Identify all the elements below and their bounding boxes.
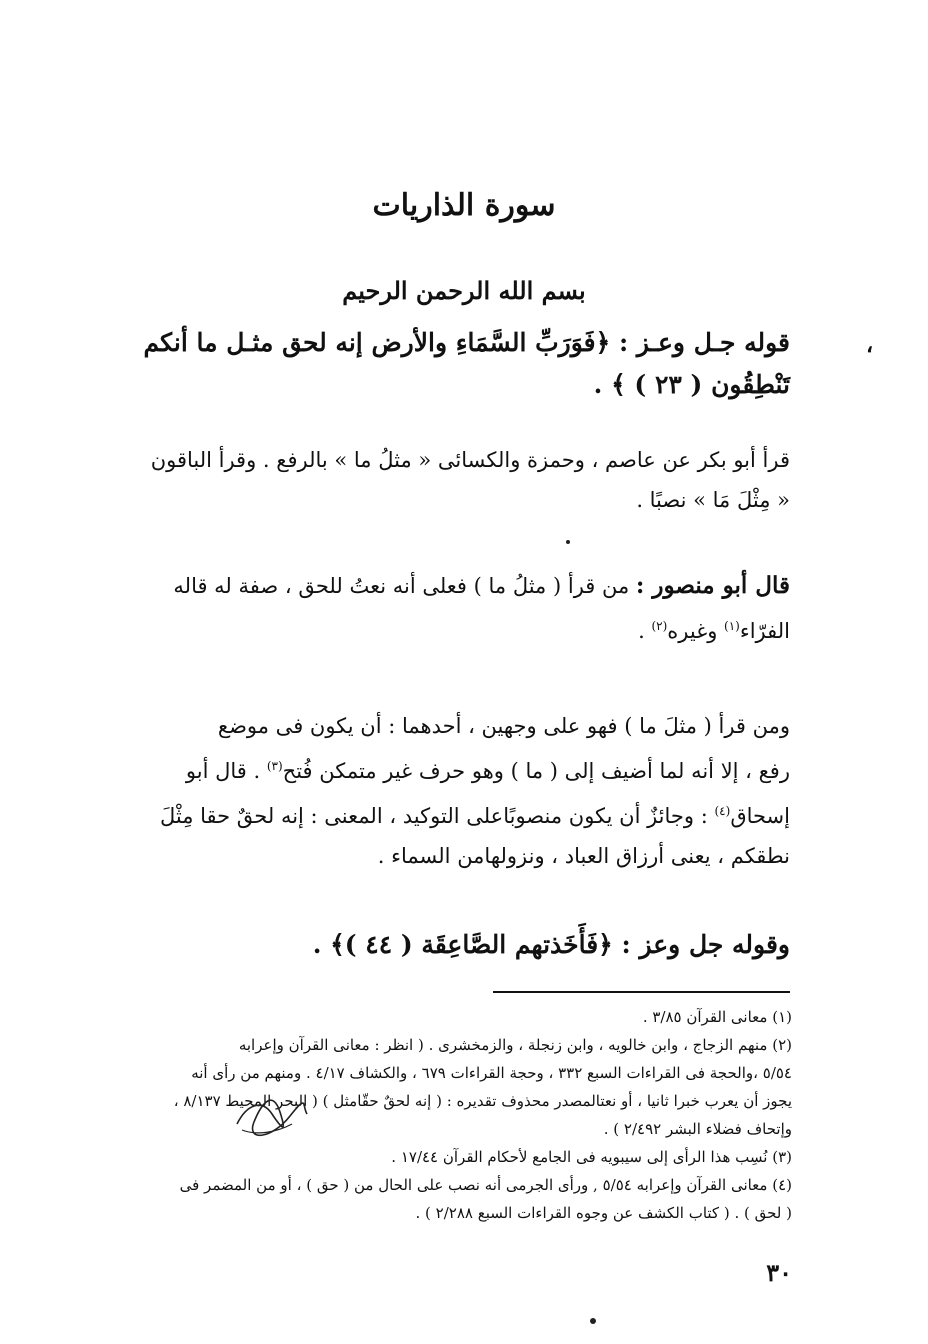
text-segment: إسحاق xyxy=(730,804,790,828)
paragraph-two-aspects-line-1: ومن قرأ ( مثلَ ما ) فهو على وجهين ، أحدهما : أن يكون فى موضع xyxy=(217,714,790,738)
footnote-line: (٣) نُسِب هذا الرأى إلى سيبويه فى الجامع لأحكام القرآن ١٧/٤٤ . xyxy=(391,1148,792,1166)
abu-mansur-lead: قال أبو منصور : xyxy=(635,572,790,599)
footnote-separator xyxy=(493,991,790,993)
margin-mark: ، xyxy=(866,332,874,358)
verse-44-line-1: وقوله جل وعز : ﴿فَأَخَذتهم الصَّاعِقَة ( ٤٤ )﴾ . xyxy=(312,930,790,959)
footnote-line: ٥/٥٤ ،والحجة فى القراءات السبع ٣٣٢ ، وحجة القراءات ٦٧٩ ، والكشاف ٤/١٧ . ومنهم من رأى أنه xyxy=(191,1064,792,1082)
scan-speck xyxy=(590,1318,596,1324)
paragraph-two-aspects-line-2 xyxy=(80,746,790,791)
footnotes xyxy=(80,1003,792,1227)
abu-mansur-text: من قرأ ( مثلُ ما ) فعلى أنه نعتُ للحق ، صفة له قاله xyxy=(173,574,636,598)
footnote-line: يجوز أن يعرب خبرا ثانيا ، أو نعتالمصدر محذوف تقديره : ( إنه لحقٌ حقّامثل ) ( البحر المحيط ٨/١٣٧ ، xyxy=(173,1092,792,1110)
footnote-ref-1: (١) xyxy=(724,619,740,633)
text-segment: . xyxy=(638,619,652,643)
scan-speck xyxy=(566,540,570,544)
verse-44 xyxy=(80,924,790,966)
paragraph-two-aspects-line-4: نطقكم ، يعنى أرزاق العباد ، ونزولهامن السماء . xyxy=(377,844,790,868)
footnote-line: (٤) معانى القرآن وإعرابه ٥/٥٤ , ورأى الجرمى أنه نصب على الحال من ( حق ) ، أو من المضمر فى xyxy=(179,1176,792,1194)
handwritten-scribble xyxy=(232,1094,312,1144)
footnote-line: ( لحق ) . ( كتاب الكشف عن وجوه القراءات السبع ٢/٢٨٨ ) . xyxy=(415,1204,792,1222)
paragraph-readings-line-1: قرأ أبو بكر عن عاصم ، وحمزة والكسائى « مثلُ ما » بالرفع . وقرأ الباقون xyxy=(150,448,790,472)
footnote-line: (٢) منهم الزجاج ، وابن خالويه ، وابن زنجلة ، والزمخشرى . ( انظر : معانى القرآن وإعرابه xyxy=(238,1036,792,1054)
footnote-ref-2: (٢) xyxy=(651,619,668,633)
text-segment: : وجائزٌ أن يكون منصوبًاعلى التوكيد ، المعنى : إنه لحقٌ حقا مِثْلَ xyxy=(159,804,715,828)
verse-23 xyxy=(80,322,790,406)
text-segment: . قال أبو xyxy=(185,759,267,783)
text-segment: الفرّاء xyxy=(739,619,790,643)
text-segment: وغيره xyxy=(667,619,725,643)
verse-23-line-2: تَنْطِقُون ( ٢٣ ) ﴾ . xyxy=(593,370,790,399)
paragraph-abu-mansur xyxy=(80,566,790,651)
footnote-ref-3: (٣) xyxy=(266,759,283,773)
footnote-ref-4: (٤) xyxy=(714,804,731,818)
paragraph-abu-mansur-line-2 xyxy=(80,606,790,651)
footnote-line: وإتحاف فضلاء البشر ٢/٤٩٢ ) . xyxy=(603,1120,792,1138)
page-number: ٣٠ xyxy=(766,1258,792,1287)
footnote-line: (١) معانى القرآن ٣/٨٥ . xyxy=(642,1008,792,1026)
paragraph-readings-line-2: « مِثْلَ مَا » نصبًا . xyxy=(636,488,790,512)
paragraph-two-aspects xyxy=(80,706,790,876)
paragraph-readings xyxy=(80,440,790,520)
paragraph-two-aspects-line-3 xyxy=(80,791,790,836)
text-segment: رفع ، إلا أنه لما أضيف إلى ( ما ) وهو حرف غير متمكن فُتح xyxy=(282,759,790,783)
surah-title: سورة الذاريات xyxy=(372,188,556,223)
basmala: بسم الله الرحمن الرحيم xyxy=(342,276,586,305)
paragraph-abu-mansur-line-1 xyxy=(80,566,790,606)
verse-23-line-1: قوله جـل وعـز : ﴿فَوَرَبِّ السَّمَاءِ والأرض إنه لحق مثـل ما أنكم xyxy=(143,328,790,357)
